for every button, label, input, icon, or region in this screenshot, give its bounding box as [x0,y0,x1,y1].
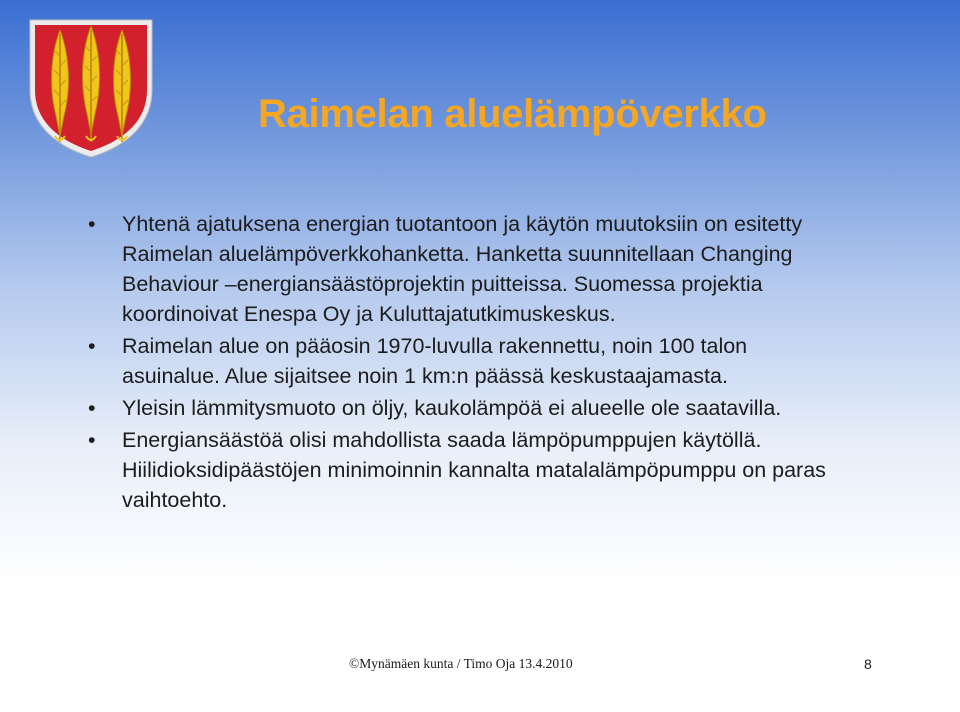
bullet-item [88,209,848,329]
slide-title: Raimelan aluelämpöverkko [258,92,767,136]
bullet-item [88,331,848,391]
bullet-text: Raimelan alue on pääosin 1970-luvulla rakennettu, noin 100 talon asuinalue. Alue sijaitsee noin 1 km:n päässä keskustaajamasta. [122,334,748,388]
footer-copyright: ©Mynämäen kunta / Timo Oja 13.4.2010 [349,656,573,671]
bullet-text: Yleisin lämmitysmuoto on öljy, kaukolämpöä ei alueelle ole saatavilla. [122,396,782,420]
bullet-icon: • [88,428,96,452]
bullet-list [88,209,848,517]
bullet-icon: • [88,396,96,420]
page-number: 8 [864,656,872,672]
bullet-text: Energiansäästöä olisi mahdollista saada lämpöpumppujen käytöllä. Hiilidioksidipäästöjen minimoinnin kannalta matalalämpöpumppu on paras vaihtoehto. [122,428,826,512]
coat-of-arms-icon [26,16,156,160]
bullet-item [88,425,848,515]
bullet-text: Yhtenä ajatuksena energian tuotantoon ja käytön muutoksiin on esitetty Raimelan aluelämpöverkkohanketta. Hanketta suunnitellaan Changing Behaviour –energiansäästöprojektin puitteissa. Suomessa projektia koordinoivat Enespa Oy ja Kuluttajatutkimuskeskus. [122,212,803,326]
bullet-icon: • [88,212,96,236]
bullet-icon: • [88,334,96,358]
bullet-item [88,393,848,423]
